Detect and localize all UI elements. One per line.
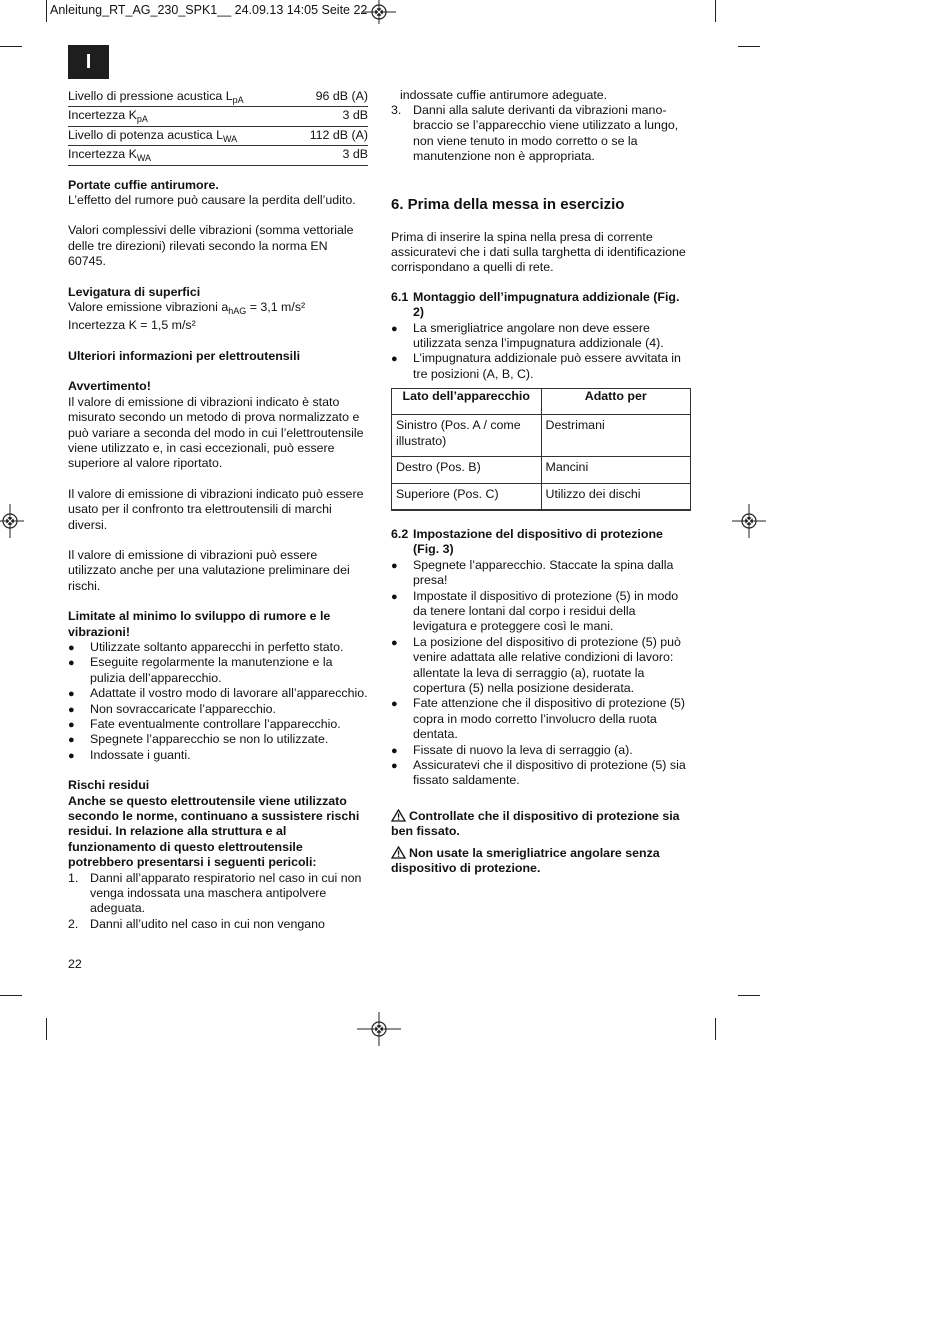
- list-item: 1. Danni all’apparato respiratorio nel caso in cui non venga indossata una maschera antipolvere adeguata.: [68, 870, 362, 916]
- list-item: ● Fissate di nuovo la leva di serraggio (a).: [391, 743, 691, 758]
- crop-mark: [715, 0, 716, 22]
- residual-risks-list-2: [391, 103, 691, 165]
- sanding-line-1: Valore emissione vibrazioni $a_{hAG} = 3,1$ m/s²: [68, 300, 306, 317]
- handle-position-table: [391, 388, 691, 511]
- section-intro: Prima di inserire la spina nella presa di corrente assicuratevi che i dati sulla targhetta di identificazione corrispondano a quelli di rete.: [391, 229, 686, 275]
- table-row: [68, 126, 368, 145]
- guard-list: [391, 558, 691, 789]
- residual-risks-intro: Anche se questo elettroutensile viene utilizzato secondo le norme, continuano a sussistere rischi residui. In relazione alla struttura e al funzionamento di questo elettroutensile potrebbero presentarsi i seguenti pericoli:: [68, 793, 360, 870]
- spec-value: 112 dB (A): [293, 126, 368, 145]
- language-tab: I: [68, 45, 109, 79]
- table-header-row: [392, 389, 691, 415]
- table-row: [392, 483, 691, 510]
- residual-risks-list: [68, 871, 368, 933]
- limit-noise-list: [68, 640, 368, 763]
- table-cell: Destrimani: [541, 415, 691, 457]
- list-item: ● Eseguite regolarmente la manutenzione e la pulizia dell’apparecchio.: [68, 655, 368, 686]
- registration-mark-icon: [0, 504, 24, 538]
- residual-risks-title: Rischi residui: [68, 778, 150, 793]
- list-item: ● Indossate i guanti.: [68, 748, 368, 763]
- spec-label: Incertezza K: [68, 147, 137, 162]
- table-cell: Superiore (Pos. C): [392, 483, 542, 510]
- crop-mark: [738, 995, 760, 996]
- list-item: ● Adattate il vostro modo di lavorare all’apparecchio.: [68, 686, 368, 701]
- table-row: [68, 88, 368, 107]
- table-cell: Utilizzo dei dischi: [541, 483, 691, 510]
- warning-note: Controllate che il dispositivo di protezione sia ben fissato.: [391, 808, 680, 839]
- warning-triangle-icon: [391, 809, 406, 822]
- section-title: 6. Prima della messa in esercizio: [391, 195, 625, 213]
- subsection-title: 6.1 Montaggio dell’impugnatura addizionale (Fig. 2): [391, 289, 680, 320]
- subsection-title: 6.2 Impostazione del dispositivo di protezione (Fig. 3): [391, 526, 663, 557]
- crop-mark: [738, 46, 760, 47]
- page-number: 22: [68, 957, 82, 971]
- list-item: ● La smerigliatrice angolare non deve essere utilizzata senza l’impugnatura addizionale (4).: [391, 321, 691, 352]
- list-item: ● Fate attenzione che il dispositivo di protezione (5) copra in modo corretto l’involucro della ruota dentata.: [391, 696, 691, 742]
- list-item: ● Fate eventualmente controllare l’apparecchio.: [68, 717, 368, 732]
- registration-mark-icon: [357, 1012, 401, 1046]
- handle-list: [391, 321, 691, 383]
- right-column-body: [391, 103, 691, 876]
- ear-protection-text: L’effetto del rumore può causare la perdita dell’udito.: [68, 193, 356, 208]
- sanding-line-2: Incertezza K = 1,5 m/s²: [68, 318, 196, 333]
- crop-mark: [0, 995, 22, 996]
- residual-risks-list-continued: [391, 88, 691, 103]
- list-item: ● Non sovraccaricate l’apparecchio.: [68, 702, 368, 717]
- column-header: Adatto per: [541, 389, 691, 415]
- print-header: Anleitung_RT_AG_230_SPK1__ 24.09.13 14:05 Seite 22: [50, 3, 368, 17]
- table-cell: Mancini: [541, 457, 691, 483]
- warning-paragraph: Il valore di emissione di vibrazioni indicato può essere usato per il confronto tra elettroutensili di marchi diversi.: [68, 486, 364, 532]
- ear-protection-title: Portate cuffie antirumore.: [68, 177, 219, 192]
- spec-value: 3 dB: [293, 107, 368, 126]
- crop-mark: [0, 46, 22, 47]
- spec-label: Livello di potenza acustica L: [68, 127, 223, 142]
- registration-mark-icon: [362, 0, 396, 24]
- vibration-total-text: Valori complessivi delle vibrazioni (somma vettoriale delle tre direzioni) rilevati secondo la norma EN 60745.: [68, 223, 354, 269]
- list-item: [391, 88, 691, 103]
- warning-paragraph: Il valore di emissione di vibrazioni può essere utilizzato anche per una valutazione preliminare dei rischi.: [68, 547, 350, 593]
- noise-spec-table: [68, 88, 368, 166]
- table-cell: Destro (Pos. B): [392, 457, 542, 483]
- sanding-title: Levigatura di superfici: [68, 284, 201, 299]
- left-column: [68, 88, 368, 932]
- warning-triangle-icon: [391, 846, 406, 859]
- list-item: 2. Danni all’udito nel caso in cui non vengano: [68, 916, 325, 931]
- crop-mark: [46, 0, 47, 22]
- crop-mark: [715, 1018, 716, 1040]
- spec-label: Livello di pressione acustica L: [68, 89, 233, 103]
- limit-noise-title: Limitate al minimo lo sviluppo di rumore e le vibrazioni!: [68, 609, 331, 639]
- spec-sub: WA: [222, 133, 238, 144]
- registration-mark-icon: [732, 504, 766, 538]
- table-row: [392, 415, 691, 457]
- spec-value: 3 dB: [293, 146, 368, 165]
- crop-mark: [46, 1018, 47, 1040]
- column-header: Lato dell’apparecchio: [392, 389, 542, 415]
- spec-sub: WA: [136, 153, 152, 164]
- warning-title: Avvertimento!: [68, 379, 151, 394]
- table-row: [392, 457, 691, 483]
- list-item-continuation: indossate cuffie antirumore adeguate.: [400, 88, 608, 102]
- list-item: 3. Danni alla salute derivanti da vibrazioni mano-braccio se l’apparecchio viene utilizzato a lungo, non viene tenuto in modo corretto o se la manutenzione non è appropriata.: [391, 103, 679, 164]
- spec-sub: pA: [136, 114, 148, 125]
- list-item: ● Impostate il dispositivo di protezione (5) in modo da tenere lontani dal corpo i residui della levigatura e proteggere così le mani.: [391, 589, 691, 635]
- list-item: ● Spegnete l’apparecchio. Staccate la spina dalla presa!: [391, 558, 691, 589]
- spec-sub: pA: [232, 95, 244, 105]
- spec-value: 96 dB (A): [293, 88, 368, 107]
- table-row: [68, 107, 368, 126]
- warning-paragraph: Il valore di emissione di vibrazioni indicato è stato misurato secondo un metodo di prova normalizzato e può variare a seconda del modo in cui l’elettroutensile viene utilizzato e, in casi eccezionali, può essere superiore al valore riportato.: [68, 394, 364, 471]
- table-cell: Sinistro (Pos. A / come illustrato): [392, 415, 542, 457]
- table-row: [68, 146, 368, 165]
- list-item: ● Spegnete l’apparecchio se non lo utilizzate.: [68, 732, 368, 747]
- further-info-title: Ulteriori informazioni per elettroutensili: [68, 348, 301, 363]
- list-item: ● Utilizzate soltanto apparecchi in perfetto stato.: [68, 640, 368, 655]
- list-item: ● Assicuratevi che il dispositivo di protezione (5) sia fissato saldamente.: [391, 758, 691, 789]
- warning-note: Non usate la smerigliatrice angolare senza dispositivo di protezione.: [391, 845, 660, 876]
- list-item: ● L’impugnatura addizionale può essere avvitata in tre posizioni (A, B, C).: [391, 351, 691, 382]
- spec-label: Incertezza K: [68, 108, 137, 123]
- right-column: [391, 88, 691, 103]
- list-item: ● La posizione del dispositivo di protezione (5) può venire adattata alle relative condizioni di lavoro: allentate la leva di serraggio (a), ruotate la copertura (5) nella posizione desiderata.: [391, 635, 691, 697]
